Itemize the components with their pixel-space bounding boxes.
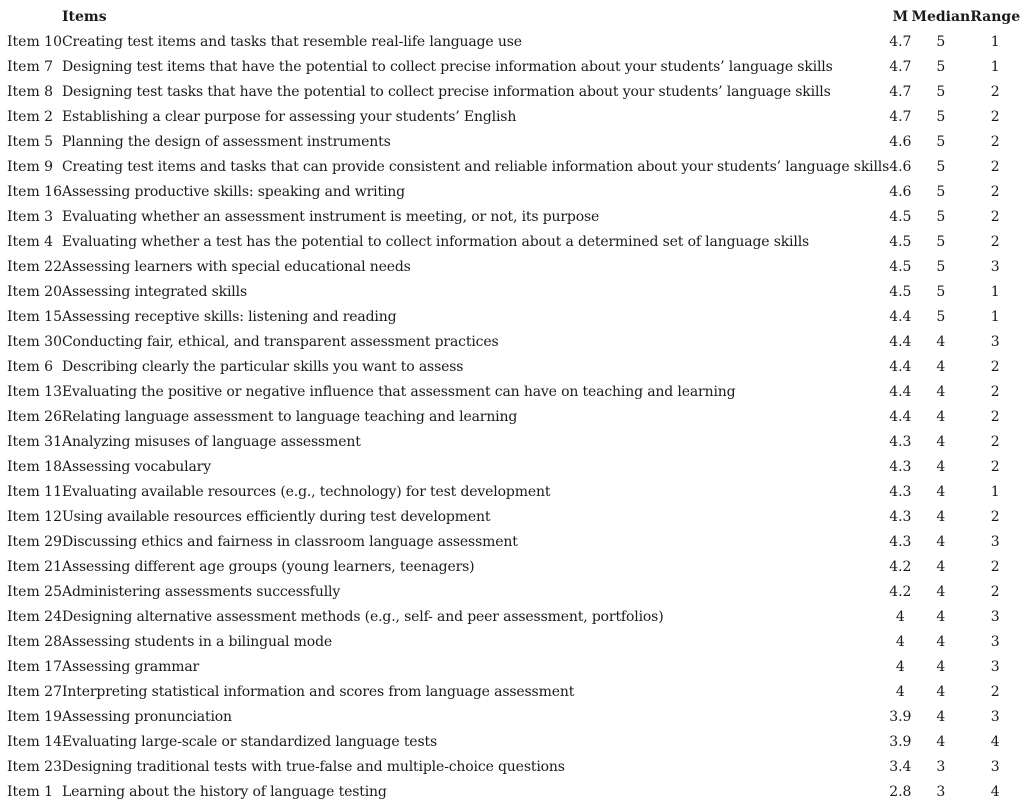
item-description: Evaluating large-scale or standardized language tests	[61, 734, 437, 750]
item-description: Assessing students in a bilingual mode	[61, 634, 333, 650]
item-range: 1	[990, 484, 1000, 500]
item-range: 2	[990, 684, 1000, 700]
item-description: Designing alternative assessment methods (e.g., self- and peer assessment, portfolios)	[61, 609, 664, 625]
table-row	[0, 705, 1026, 730]
item-mean: 3.9	[889, 709, 912, 725]
item-median: 5	[936, 284, 946, 300]
header-row	[0, 5, 1026, 30]
item-range: 1	[990, 59, 1000, 75]
item-description: Designing test tasks that have the potential to collect precise information about your students’ language skills	[61, 84, 831, 100]
item-description: Interpreting statistical information and scores from language assessment	[61, 684, 575, 700]
item-median: 4	[936, 534, 946, 550]
item-description: Discussing ethics and fairness in classroom language assessment	[61, 534, 518, 550]
header-median: Median	[911, 9, 971, 25]
table-row	[0, 630, 1026, 655]
table-row	[0, 330, 1026, 355]
item-description: Describing clearly the particular skills you want to assess	[61, 359, 464, 375]
item-id: Item 29	[7, 534, 62, 550]
item-id: Item 1	[7, 784, 54, 800]
item-description: Designing test items that have the potential to collect precise information about your students’ language skills	[61, 59, 833, 75]
item-id: Item 5	[7, 134, 54, 150]
item-range: 3	[990, 634, 1000, 650]
table-row	[0, 680, 1026, 705]
item-range: 2	[990, 359, 1000, 375]
table-row	[0, 55, 1026, 80]
item-median: 5	[936, 59, 946, 75]
header-mean: M	[892, 9, 909, 25]
item-range: 3	[990, 659, 1000, 675]
item-id: Item 16	[7, 184, 62, 200]
table-row	[0, 30, 1026, 55]
table-row	[0, 605, 1026, 630]
item-id: Item 12	[7, 509, 62, 525]
table-row	[0, 455, 1026, 480]
item-range: 3	[990, 609, 1000, 625]
item-median: 4	[936, 484, 946, 500]
table-row	[0, 80, 1026, 105]
item-description: Using available resources efficiently during test development	[61, 509, 491, 525]
item-range: 2	[990, 109, 1000, 125]
item-description: Establishing a clear purpose for assessing your students’ English	[61, 109, 517, 125]
item-id: Item 26	[7, 409, 62, 425]
item-range: 2	[990, 584, 1000, 600]
item-id: Item 25	[7, 584, 62, 600]
item-mean: 4.5	[889, 209, 912, 225]
item-id: Item 24	[7, 609, 62, 625]
item-description: Learning about the history of language testing	[61, 784, 387, 800]
item-mean: 4.7	[889, 59, 912, 75]
item-median: 4	[936, 709, 946, 725]
item-mean: 4.3	[889, 434, 912, 450]
item-median: 4	[936, 659, 946, 675]
table-row	[0, 230, 1026, 255]
item-range: 3	[990, 709, 1000, 725]
item-description: Conducting fair, ethical, and transparent assessment practices	[61, 334, 499, 350]
item-median: 4	[936, 384, 946, 400]
item-description: Administering assessments successfully	[61, 584, 341, 600]
item-range: 2	[990, 234, 1000, 250]
item-id: Item 28	[7, 634, 62, 650]
item-id: Item 31	[7, 434, 62, 450]
item-mean: 4.4	[889, 384, 912, 400]
item-mean: 4.5	[889, 234, 912, 250]
item-mean: 4.3	[889, 509, 912, 525]
item-mean: 4.4	[889, 334, 912, 350]
item-range: 3	[990, 259, 1000, 275]
item-description: Assessing vocabulary	[61, 459, 211, 475]
item-mean: 4.5	[889, 259, 912, 275]
item-mean: 4.2	[889, 559, 912, 575]
item-range: 3	[990, 534, 1000, 550]
table-row	[0, 205, 1026, 230]
item-median: 4	[936, 334, 946, 350]
item-range: 3	[990, 759, 1000, 775]
item-id: Item 23	[7, 759, 62, 775]
item-id: Item 21	[7, 559, 62, 575]
table-row	[0, 405, 1026, 430]
item-mean: 4.3	[889, 534, 912, 550]
table-row	[0, 130, 1026, 155]
table-row	[0, 780, 1026, 805]
item-description: Assessing productive skills: speaking and writing	[61, 184, 405, 200]
item-range: 2	[990, 459, 1000, 475]
item-range: 1	[990, 34, 1000, 50]
table-row	[0, 530, 1026, 555]
item-median: 5	[936, 234, 946, 250]
item-id: Item 30	[7, 334, 62, 350]
item-id: Item 7	[7, 59, 54, 75]
table-row	[0, 355, 1026, 380]
item-id: Item 9	[7, 159, 54, 175]
item-mean: 3.4	[889, 759, 912, 775]
item-description: Assessing grammar	[61, 659, 200, 675]
item-id: Item 3	[7, 209, 54, 225]
item-id: Item 27	[7, 684, 62, 700]
table-row	[0, 555, 1026, 580]
table-row	[0, 180, 1026, 205]
item-median: 4	[936, 734, 946, 750]
item-median: 3	[936, 759, 946, 775]
item-median: 3	[936, 784, 946, 800]
item-range: 4	[990, 784, 1000, 800]
item-median: 5	[936, 34, 946, 50]
item-mean: 4	[895, 659, 905, 675]
table-row	[0, 755, 1026, 780]
table-row	[0, 480, 1026, 505]
item-range: 1	[990, 309, 1000, 325]
item-median: 5	[936, 184, 946, 200]
item-id: Item 13	[7, 384, 62, 400]
item-mean: 4	[895, 609, 905, 625]
item-mean: 4.2	[889, 584, 912, 600]
item-median: 4	[936, 459, 946, 475]
item-id: Item 20	[7, 284, 62, 300]
item-range: 2	[990, 384, 1000, 400]
item-description: Assessing learners with special educational needs	[61, 259, 411, 275]
item-mean: 4.3	[889, 459, 912, 475]
item-range: 2	[990, 509, 1000, 525]
item-description: Assessing receptive skills: listening and reading	[61, 309, 397, 325]
item-range: 1	[990, 284, 1000, 300]
item-description: Relating language assessment to language teaching and learning	[61, 409, 518, 425]
items-table	[0, 5, 1026, 805]
item-id: Item 8	[7, 84, 54, 100]
item-mean: 4.4	[889, 359, 912, 375]
item-description: Planning the design of assessment instruments	[61, 134, 391, 150]
table-row	[0, 305, 1026, 330]
item-mean: 4.7	[889, 109, 912, 125]
item-description: Assessing pronunciation	[61, 709, 232, 725]
item-id: Item 14	[7, 734, 62, 750]
item-range: 3	[990, 334, 1000, 350]
item-id: Item 10	[7, 34, 62, 50]
item-mean: 4.7	[889, 34, 912, 50]
item-mean: 4.4	[889, 309, 912, 325]
item-id: Item 17	[7, 659, 62, 675]
table-row	[0, 655, 1026, 680]
item-median: 5	[936, 259, 946, 275]
item-mean: 4.6	[889, 159, 912, 175]
item-median: 5	[936, 209, 946, 225]
table-row	[0, 155, 1026, 180]
item-range: 4	[990, 734, 1000, 750]
item-median: 5	[936, 159, 946, 175]
header-items: Items	[61, 9, 107, 25]
table-row	[0, 730, 1026, 755]
item-description: Evaluating the positive or negative influence that assessment can have on teaching and learning	[61, 384, 736, 400]
item-median: 4	[936, 634, 946, 650]
item-mean: 4.3	[889, 484, 912, 500]
item-median: 4	[936, 609, 946, 625]
item-median: 4	[936, 584, 946, 600]
item-mean: 2.8	[889, 784, 912, 800]
item-id: Item 15	[7, 309, 62, 325]
item-id: Item 19	[7, 709, 62, 725]
item-description: Designing traditional tests with true-false and multiple-choice questions	[61, 759, 565, 775]
header-id	[0, 5, 62, 30]
item-median: 5	[936, 109, 946, 125]
header-range: Range	[970, 9, 1021, 25]
table-header	[0, 5, 1026, 30]
item-mean: 4.5	[889, 284, 912, 300]
item-description: Evaluating whether a test has the potential to collect information about a determined set of language skills	[61, 234, 810, 250]
table-row	[0, 580, 1026, 605]
item-description: Evaluating whether an assessment instrument is meeting, or not, its purpose	[61, 209, 600, 225]
item-range: 2	[990, 184, 1000, 200]
item-description: Assessing different age groups (young learners, teenagers)	[61, 559, 475, 575]
table-body	[0, 30, 1026, 805]
table-row	[0, 380, 1026, 405]
item-mean: 3.9	[889, 734, 912, 750]
item-range: 2	[990, 134, 1000, 150]
item-median: 4	[936, 559, 946, 575]
item-range: 2	[990, 434, 1000, 450]
item-median: 4	[936, 434, 946, 450]
item-median: 4	[936, 509, 946, 525]
table-row	[0, 430, 1026, 455]
item-range: 2	[990, 84, 1000, 100]
item-description: Assessing integrated skills	[61, 284, 247, 300]
item-median: 5	[936, 134, 946, 150]
table-row	[0, 505, 1026, 530]
item-median: 4	[936, 359, 946, 375]
item-id: Item 11	[7, 484, 62, 500]
item-mean: 4.7	[889, 84, 912, 100]
item-range: 2	[990, 209, 1000, 225]
item-mean: 4.6	[889, 134, 912, 150]
item-mean: 4	[895, 684, 905, 700]
item-mean: 4	[895, 634, 905, 650]
item-mean: 4.6	[889, 184, 912, 200]
item-id: Item 2	[7, 109, 54, 125]
item-range: 2	[990, 559, 1000, 575]
item-id: Item 22	[7, 259, 62, 275]
table-row	[0, 255, 1026, 280]
table-row	[0, 280, 1026, 305]
item-range: 2	[990, 409, 1000, 425]
item-description: Analyzing misuses of language assessment	[61, 434, 361, 450]
item-id: Item 4	[7, 234, 54, 250]
item-id: Item 18	[7, 459, 62, 475]
item-range: 2	[990, 159, 1000, 175]
item-mean: 4.4	[889, 409, 912, 425]
item-id: Item 6	[7, 359, 54, 375]
item-median: 5	[936, 84, 946, 100]
item-description: Creating test items and tasks that can provide consistent and reliable information about your students’ language skills	[61, 159, 890, 175]
item-description: Evaluating available resources (e.g., technology) for test development	[61, 484, 551, 500]
item-description: Creating test items and tasks that resemble real-life language use	[61, 34, 522, 50]
item-median: 4	[936, 409, 946, 425]
item-median: 4	[936, 684, 946, 700]
item-median: 5	[936, 309, 946, 325]
table-row	[0, 105, 1026, 130]
